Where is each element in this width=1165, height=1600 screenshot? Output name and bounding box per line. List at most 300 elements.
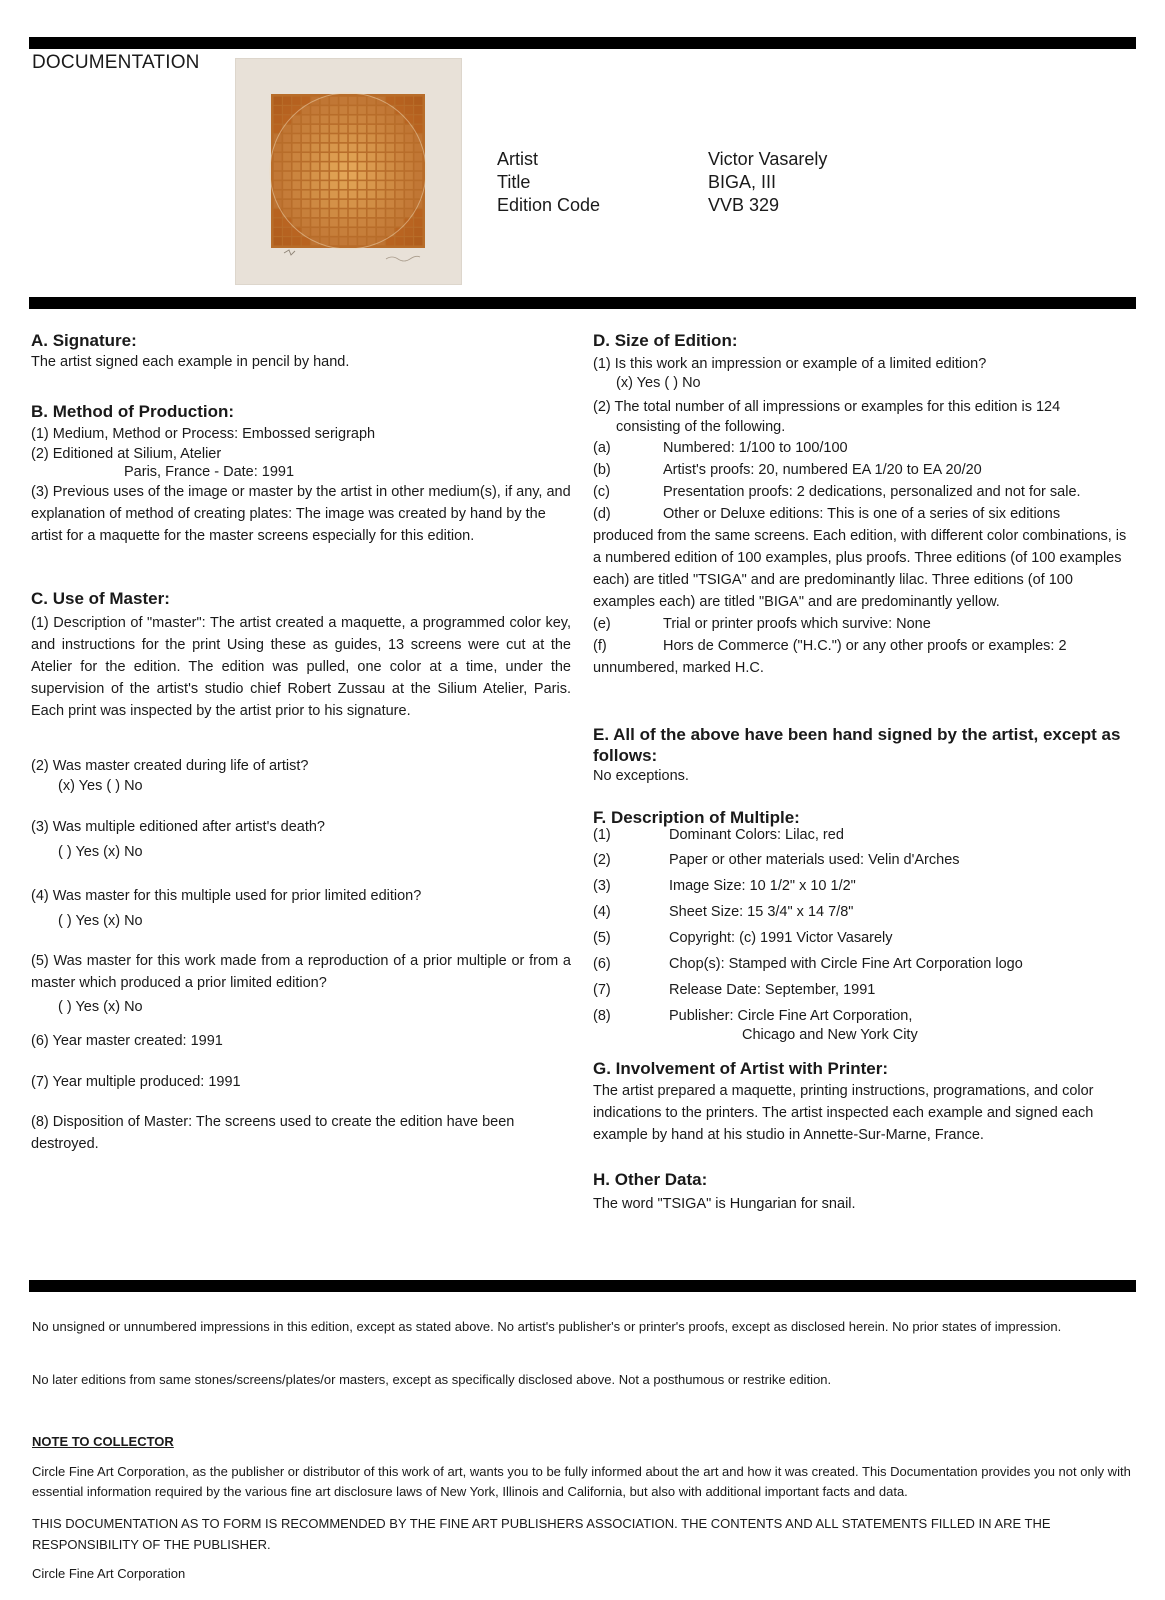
artwork-tile [283,134,291,142]
top-rule [29,37,1136,49]
edition-item-continued: unnumbered, marked H.C. [593,660,764,676]
artwork-tile [396,191,404,199]
artwork-tile [405,237,413,245]
artwork-tile [321,144,329,152]
footer-rule [29,1280,1136,1292]
artwork-tile [349,134,357,142]
note-text: Circle Fine Art Corporation, as the publisher or distributor of this work of art, wants you to be fully informed about the art and how it was created. This Documentation provides you not only with essential information required by the various fine art disclosure laws of New York, Illinois and California, but also with additional important facts and data. [32,1464,1131,1499]
artwork-tile [396,219,404,227]
artwork-tile [368,153,376,161]
multiple-item [593,824,1138,846]
artwork-tile [396,153,404,161]
artwork-tile [330,97,338,105]
artwork-tile [330,125,338,133]
artwork-tile [321,181,329,189]
artwork-tile [339,181,347,189]
artwork-tile [377,134,385,142]
artwork-tile [311,219,319,227]
multiple-item [593,899,1138,925]
artwork-tile [349,144,357,152]
artwork-tile [377,144,385,152]
artwork-tile [302,191,310,199]
artwork-tile [386,162,394,170]
artwork-tile [339,97,347,105]
artwork-tile [358,97,366,105]
footer-disclaimer-1: No unsigned or unnumbered impressions in this edition, except as stated above. No artist's publisher's or printer's proofs, except as disclosed herein. No prior states of impression. [32,1319,1062,1334]
artwork-image [236,59,461,284]
artwork-tile [283,191,291,199]
artwork-tile [358,153,366,161]
artwork-tile [274,181,282,189]
note-heading: NOTE TO COLLECTOR [32,1434,174,1449]
artwork-tile [368,209,376,217]
artwork-tile [302,219,310,227]
artwork-tile [377,125,385,133]
artwork-tile [339,116,347,124]
artwork-tile [302,134,310,142]
section-c [31,588,571,722]
artwork-tile [302,162,310,170]
multiple-item [593,951,1138,977]
artwork-tile [386,191,394,199]
section-c-q5-block [31,950,571,1018]
artwork-tile [311,134,319,142]
section-b [31,401,571,547]
section-d-a1: (x) Yes ( ) No [616,375,701,391]
artwork-tile [396,209,404,217]
artwork-tile [274,172,282,180]
artwork-tile [358,191,366,199]
company-name: Circle Fine Art Corporation [32,1566,186,1581]
artwork-tile [377,209,385,217]
footer-disclaimer-2: No later editions from same stones/screens/plates/or masters, except as specifically disclosed above. Not a posthumous or restrike edition. [32,1372,832,1387]
artwork-tile [349,219,357,227]
artwork-tile [395,97,403,105]
section-c-q2: (2) Was master created during life of artist? [31,758,309,774]
artwork-tile [330,134,338,142]
edition-item-text: Other or Deluxe editions: This is one of a series of six editions [663,506,1061,522]
artwork-tile [368,162,376,170]
artwork-tile [321,200,329,208]
artwork-tile [358,200,366,208]
artwork-tile [396,162,404,170]
artwork-tile [414,162,422,170]
section-h [593,1169,1138,1215]
artwork-tile [358,237,366,245]
artwork-tile [377,200,385,208]
artwork-tile [358,162,366,170]
section-h-text: The word "TSIGA" is Hungarian for snail. [593,1196,856,1212]
artwork-tile [274,153,282,161]
section-d-q2b: consisting of the following. [616,419,786,435]
artwork-tile [349,97,357,105]
section-e-heading: E. All of the above have been hand signed by the artist, except as follows: [593,725,1121,765]
artwork-tile [414,172,422,180]
meta-labels [497,148,600,217]
section-e [593,724,1138,786]
section-a-heading: A. Signature: [31,331,137,350]
artwork-tile [396,172,404,180]
section-c-q6: (6) Year master created: 1991 [31,1033,223,1049]
artist-label: Artist [497,149,539,169]
artwork-tile [396,134,404,142]
artwork-tile [386,200,394,208]
artwork-tile [330,200,338,208]
edition-item-number: (a) [593,440,611,456]
artwork-tile [405,144,413,152]
section-a-text: The artist signed each example in pencil by hand. [31,354,350,370]
artwork-tile [311,162,319,170]
artwork-tile [292,237,300,245]
section-c-q3: (3) Was multiple editioned after artist's death? [31,819,325,835]
artwork-tile [339,153,347,161]
artwork-tile [293,153,301,161]
edition-item [593,613,1138,635]
artwork-tile [302,200,310,208]
artwork-tile [396,200,404,208]
artwork-tile [311,191,319,199]
section-e-text: No exceptions. [593,768,689,784]
section-c-q8: (8) Disposition of Master: The screens used to create the edition have been destroyed. [31,1114,515,1152]
artwork-pencil-signature [386,256,420,261]
artwork-tile [349,172,357,180]
artwork-tile [302,153,310,161]
section-c-q4: (4) Was master for this multiple used for prior limited edition? [31,888,422,904]
artwork-tile [414,237,422,245]
meta-values [708,148,827,217]
artwork-tile [321,209,329,217]
artwork-tile [405,228,413,236]
section-a [31,330,571,373]
artwork-tile [414,153,422,161]
artwork-tile [396,125,404,133]
multiple-item-number: (7) [593,982,611,998]
artwork-tile [339,219,347,227]
edition-item [593,481,1138,503]
artwork-tile [349,191,357,199]
artwork-tile [330,106,338,114]
section-c-a4: ( ) Yes (x) No [58,913,143,929]
artwork-tile [274,115,282,123]
artwork-tile [377,162,385,170]
artwork-tile [330,191,338,199]
artwork-tile [386,209,394,217]
artwork-tile [368,144,376,152]
artwork-tile [414,181,422,189]
artwork-tile [311,172,319,180]
multiple-item-text: Paper or other materials used: Velin d'Arches [669,852,960,868]
header-rule [29,297,1136,309]
section-b-line1: (1) Medium, Method or Process: Embossed serigraph [31,426,376,442]
multiple-item [593,873,1138,899]
artwork-tile [377,153,385,161]
artwork-tile [405,191,413,199]
edition-item [593,437,1138,459]
artwork-tile [293,125,301,133]
artwork-tile [302,125,310,133]
section-c-q1: (1) Description of "master": The artist created a maquette, a programmed color key, and instructions for the print Using these as guides, 13 screens were cut at the Atelier for the edition. The edition was pulled, one color at a time, under the supervision of the artist's studio chief Robert Zussau at the Silium Atelier, Paris. Each print was inspected by the artist prior to his signature. [31,615,571,719]
artwork-tile [368,106,376,114]
artwork-tile [405,181,413,189]
artwork-tile [321,162,329,170]
artwork-tile [321,153,329,161]
artwork-tile [368,172,376,180]
artwork-tile [321,172,329,180]
artwork-tile [377,106,385,114]
artwork-tile [358,209,366,217]
artwork-graphic [236,59,461,284]
artwork-tile [283,200,291,208]
artwork-tile [339,162,347,170]
artwork-tile [386,125,394,133]
publisher-line-2: Chicago and New York City [742,1027,918,1043]
multiple-item-text: Chop(s): Stamped with Circle Fine Art Corporation logo [669,956,1023,972]
edition-code-label: Edition Code [497,195,601,215]
edition-item-number: (c) [593,484,610,500]
section-d-q2: (2) The total number of all impressions or examples for this edition is 124 [593,399,1061,415]
artwork-tile [358,144,366,152]
artwork-tile [386,144,394,152]
artwork-tile [386,181,394,189]
artwork-tile [293,200,301,208]
multiple-item-number: (4) [593,904,611,920]
artwork-tile [395,237,403,245]
artwork-tile [358,172,366,180]
section-h-heading: H. Other Data: [593,1170,708,1189]
artwork-tile [293,191,301,199]
artwork-tile [330,116,338,124]
edition-item-text: Hors de Commerce ("H.C.") or any other proofs or examples: 2 [663,638,1067,654]
edition-item-continued: produced from the same screens. Each edition, with different color combinations, is a numbered edition of 100 examples, plus proofs. Three editions (of 100 examples each) are titled "TSIGA" and are predominantly lilac. Three editions (of 100 examples each) are titled "BIGA" and are predominantly yellow. [593,528,1127,610]
artwork-tile [349,181,357,189]
artwork-tile [330,144,338,152]
artwork-tile [321,125,329,133]
artwork-tile [302,181,310,189]
section-c-q2-block [31,756,571,796]
edition-code-value: VVB 329 [708,195,780,215]
section-g-heading: G. Involvement of Artist with Printer: [593,1059,889,1078]
artwork-tile [349,200,357,208]
edition-item-number: (f) [593,638,607,654]
multiple-item-number: (5) [593,930,611,946]
multiple-item-number: (8) [593,1008,611,1024]
artwork-tile [274,218,282,226]
artwork-tile [283,106,291,114]
multiple-item-number: (1) [593,827,611,843]
section-c-q4-block [31,885,571,932]
multiple-item-text: Sheet Size: 15 3/4" x 14 7/8" [669,904,854,920]
edition-item-text: Trial or printer proofs which survive: None [663,616,931,632]
artwork-tile [358,106,366,114]
artwork-tile [293,134,301,142]
multiple-item [593,977,1138,1003]
artwork-tile [405,97,413,105]
artwork-tile [330,181,338,189]
artwork-tile [368,134,376,142]
artwork-tile [377,116,385,124]
artwork-tile [330,237,338,245]
artwork-tile [405,153,413,161]
artwork-tile [283,97,291,105]
section-b-line2b: Paris, France - Date: 1991 [124,464,295,480]
edition-item-number: (b) [593,462,611,478]
section-d [593,330,1138,679]
artwork-tile [339,106,347,114]
artwork-tile [274,237,282,245]
artwork-tile [293,144,301,152]
edition-item [593,503,1138,525]
artwork-tile [414,115,422,123]
artwork-tile [414,228,422,236]
artwork-tile [396,116,404,124]
artwork-tile [293,172,301,180]
multiple-item-text: Release Date: September, 1991 [669,982,876,998]
artwork-tile [339,144,347,152]
artwork-tile [321,191,329,199]
artwork-tile [339,228,347,236]
edition-item-text: Presentation proofs: 2 dedications, personalized and not for sale. [663,484,1081,500]
artwork-tile [414,97,422,105]
section-d-q1: (1) Is this work an impression or example of a limited edition? [593,356,987,372]
edition-item [593,635,1138,657]
artwork-tile [321,228,329,236]
artwork-tile [405,162,413,170]
artwork-tile [349,125,357,133]
artwork-tile [330,219,338,227]
section-g-text: The artist prepared a maquette, printing instructions, programations, and color indications to the printers. The artist inspected each example and signed each example by hand at his studio in Annette-Sur-Marne, France. [593,1083,1094,1143]
multiple-item-number: (3) [593,878,611,894]
artwork-tile [349,116,357,124]
artwork-tile [368,200,376,208]
edition-item [593,459,1138,481]
artwork-tile [377,172,385,180]
artwork-tile [274,97,282,105]
artwork-tile [339,125,347,133]
section-g [593,1058,1138,1146]
artwork-tile [293,116,301,124]
artwork-tile [274,228,282,236]
artwork-tile [321,134,329,142]
section-d-heading: D. Size of Edition: [593,331,738,350]
artwork-tile [321,106,329,114]
title-label: Title [497,172,531,192]
artwork-tile [349,228,357,236]
artwork-tile [274,106,282,114]
artwork-tile [339,191,347,199]
artwork-tile [330,162,338,170]
artwork-tile [349,162,357,170]
multiple-item [593,847,1138,873]
artwork-tile [339,134,347,142]
artwork-tile [405,106,413,114]
edition-item-text: Numbered: 1/100 to 100/100 [663,440,848,456]
artwork-tile [330,153,338,161]
section-c-q5: (5) Was master for this work made from a reproduction of a prior multiple or from a master which produced a prior limited edition? [31,953,571,991]
artwork-tile [293,209,301,217]
section-c-heading: C. Use of Master: [31,589,170,608]
artwork-tile [293,162,301,170]
edition-item-number: (e) [593,616,611,632]
artwork-tile [283,181,291,189]
artwork-tile [330,209,338,217]
artwork-tile [311,144,319,152]
section-f [593,808,1138,1044]
section-c-a2: (x) Yes ( ) No [58,778,143,794]
section-c-q7: (7) Year multiple produced: 1991 [31,1074,241,1090]
artwork-tile [368,116,376,124]
artwork-tile [386,172,394,180]
artwork-tile [377,181,385,189]
artwork-tile [339,200,347,208]
artwork-tile [349,237,357,245]
artwork-tile [339,237,347,245]
multiple-item-text: Image Size: 10 1/2" x 10 1/2" [669,878,856,894]
artwork-tile [302,144,310,152]
artwork-tile [283,153,291,161]
multiple-item-number: (2) [593,852,611,868]
multiple-item-text: Publisher: Circle Fine Art Corporation, [669,1008,913,1024]
artwork-tile [349,153,357,161]
artwork-tile [330,172,338,180]
section-c-a5: ( ) Yes (x) No [58,999,143,1015]
artwork-tile [405,200,413,208]
artwork-tile [386,153,394,161]
artwork-tile [292,97,300,105]
artwork-tile [302,116,310,124]
section-b-line2a: (2) Editioned at Silium, Atelier [31,446,222,462]
artwork-tile [358,219,366,227]
artwork-tile [368,228,376,236]
artwork-tile [311,228,319,236]
artwork-tile [339,209,347,217]
section-c-q3-block [31,816,571,863]
edition-item-number: (d) [593,506,611,522]
artwork-tile [321,116,329,124]
artwork-tile [349,106,357,114]
artwork-tile [283,237,291,245]
artwork-tile [311,153,319,161]
artwork-tile [368,181,376,189]
artwork-tile [293,181,301,189]
recommendation-caps: THIS DOCUMENTATION AS TO FORM IS RECOMMENDED BY THE FINE ART PUBLISHERS ASSOCIATION. THE CONTENTS AND ALL STATEMENTS FILLED IN ARE THE RESPONSIBILITY OF THE PUBLISHER. [32,1516,1051,1552]
artwork-tile [377,219,385,227]
multiple-item [593,925,1138,951]
artwork-tile [405,134,413,142]
artwork-tile [311,209,319,217]
artwork-tile [330,228,338,236]
artwork-tile [386,219,394,227]
artwork-tile [311,200,319,208]
section-c-a3: ( ) Yes (x) No [58,844,143,860]
artwork-tile [349,209,357,217]
artwork-tile [293,219,301,227]
artwork-tile [283,144,291,152]
page-title: DOCUMENTATION [32,52,200,73]
artwork-tile [274,162,282,170]
artwork-tile [311,125,319,133]
artwork-chop-mark [284,250,295,255]
artwork-tile [396,144,404,152]
artwork-tile [283,162,291,170]
section-b-line3: (3) Previous uses of the image or master by the artist in other medium(s), if any, and explanation of method of creating plates: The image was created by hand by the artist for a maquette for the master screens especially for this edition. [31,484,571,544]
multiple-item-number: (6) [593,956,611,972]
artwork-tile [321,219,329,227]
artwork-tile [311,106,319,114]
artwork-tile [386,116,394,124]
section-f-heading: F. Description of Multiple: [593,808,800,827]
artwork-tile [283,172,291,180]
artwork-tile [368,191,376,199]
